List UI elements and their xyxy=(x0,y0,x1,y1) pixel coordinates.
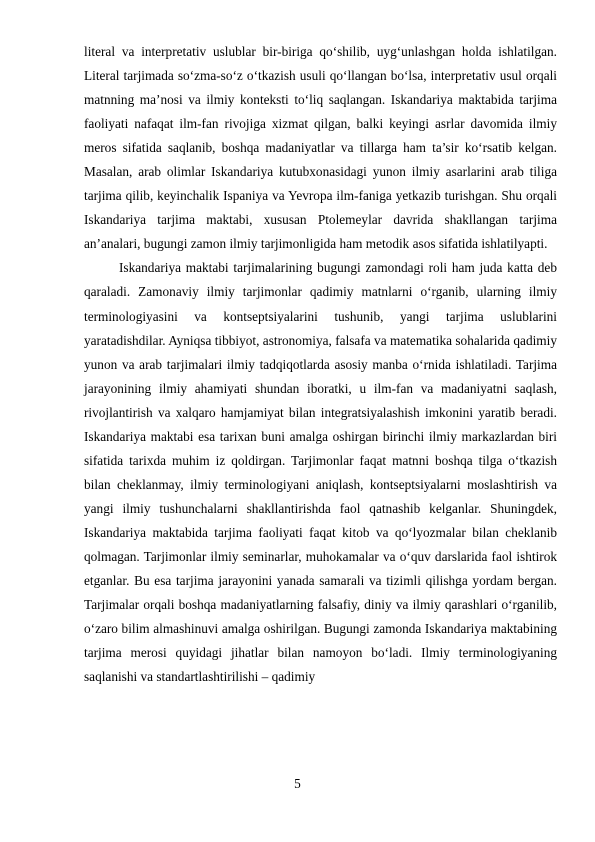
page-number: 5 xyxy=(294,776,301,791)
paragraph-continued: literal va interpretativ uslublar bir-biriga qo‘shilib, uyg‘unlashgan holda ishlatilgan. Literal tarjimada so‘zma-so‘z o‘tkazish usuli qo‘llangan bo‘lsa, interpretativ usul orqali matnning ma’nosi va ilmiy konteksti to‘liq saqlangan. Iskandariya maktabida tarjima faoliyati nafaqat ilm-fan rivojiga xizmat qilgan, balki keyingi asrlar davomida ilmiy meros sifatida saqlanib, boshqa madaniyatlar va tillarga ham ta’sir ko‘rsatib kelgan. Masalan, arab olimlar Iskandariya kutubxonasidagi yunon ilmiy asarlarini arab tiliga tarjima qilib, keyinchalik Ispaniya va Yevropa ilm-faniga yetkazib turishgan. Shu orqali Iskandariya tarjima maktabi, xususan Ptolemeylar davrida shakllangan tarjima an’analari, bugungi zamon ilmiy tarjimonligida ham metodik asos sifatida ishlatilyapti. xyxy=(84,44,557,252)
body-text xyxy=(84,40,557,689)
paragraph-indented: Iskandariya maktabi tarjimalarining bugungi zamondagi roli ham juda katta deb qaraladi. Zamonaviy ilmiy tarjimonlar qadimiy matnlarni o‘rganib, ularning ilmiy terminologiyasini va kontseptsiyalarini tushunib, yangi tarjima uslublarini yaratadishdilar. Ayniqsa tibbiyot, astronomiya, falsafa va matematika sohalarida qadimiy yunon va arab tarjimalari ilmiy tadqiqotlarda asosiy manba o‘rnida ishlatiladi. Tarjima jarayonining ilmiy ahamiyati shundan iboratki, u ilm-fan va madaniyatni saqlash, rivojlantirish va xalqaro hamjamiyat bilan integratsiyalashish imkonini yaratib beradi. Iskandariya maktabi esa tarixan buni amalga oshirgan birinchi ilmiy markazlardan biri sifatida tarixda muhim iz qoldirgan. Tarjimonlar faqat matnni boshqa tilga o‘tkazish bilan cheklanmay, ilmiy terminologiyani aniqlash, kontseptsiyalarni moslashtirish va yangi ilmiy tushunchalarni shakllantirishda faol qatnashib kelganlar. Shuningdek, Iskandariya maktabida tarjima faoliyati faqat kitob va qo‘lyozmalar bilan cheklanib qolmagan. Tarjimonlar ilmiy seminarlar, muhokamalar va o‘quv darslarida faol ishtirok etganlar. Bu esa tarjima jarayonini yanada samarali va tizimli qilishga yordam bergan. Tarjimalar orqali boshqa madaniyatlarning falsafiy, diniy va ilmiy qarashlari o‘rganilib, o‘zaro bilim almashinuvi amalga oshirilgan. Bugungi zamonda Iskandariya maktabining tarjima merosi quyidagi jihatlar bilan namoyon bo‘ladi. Ilmiy terminologiyaning saqlanishi va standartlashtirilishi – qadimiy xyxy=(84,260,557,685)
